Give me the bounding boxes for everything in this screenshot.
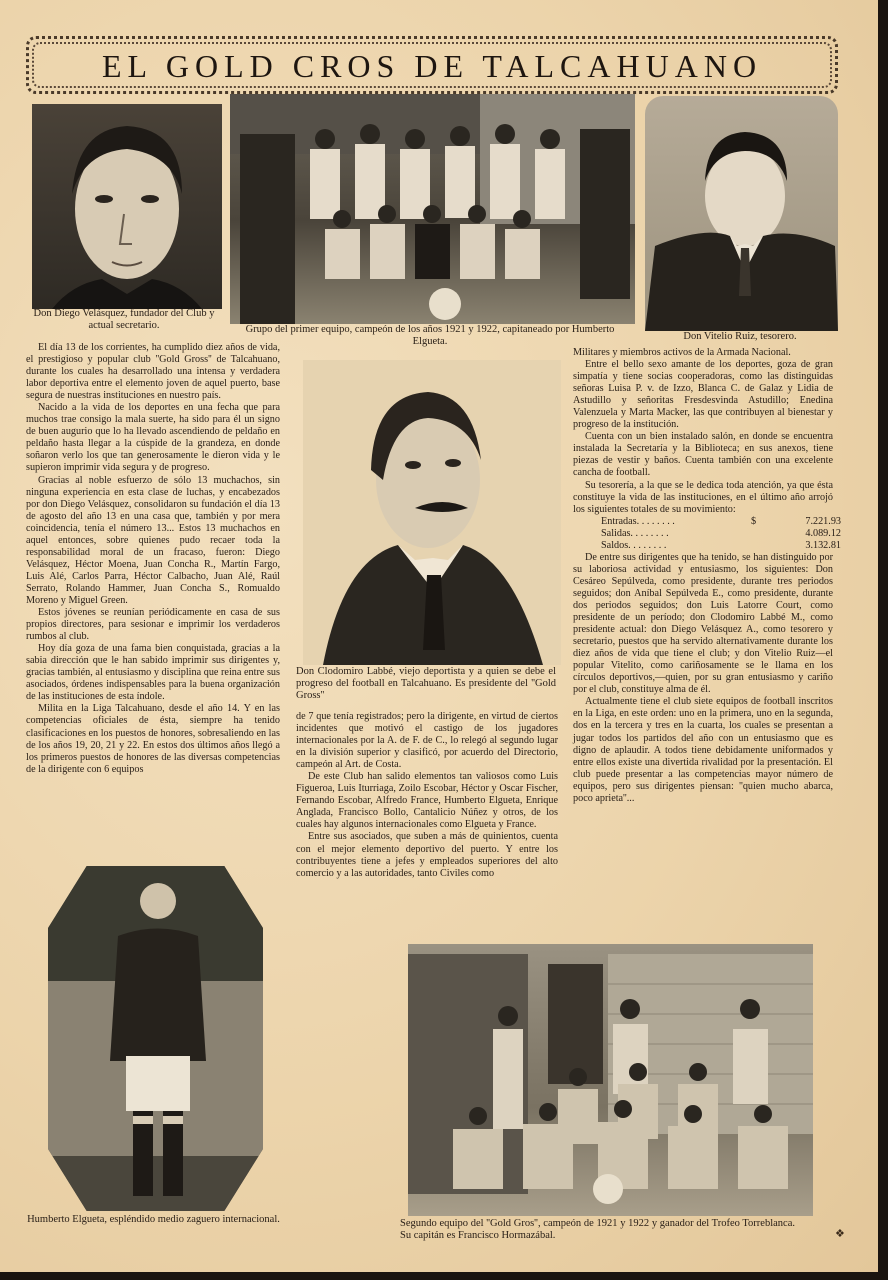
- photo-humberto-elgueta: [48, 866, 263, 1211]
- paragraph: Milita en la Liga Talcahuano, desde el año 14. Y en las competencias oficiales de ésta, siempre ha tenido clasificaciones en los puestos de honores, sobresaliendo en las de los años 19, 20, 21 y 22. En estos dos últimos años llegó a los primeros puestos de honores de las diversas competencias de la dirigente con 6 equipos: [26, 703, 280, 775]
- finance-label: Saldos. . . . . . . .: [601, 539, 667, 551]
- finance-currency: $: [751, 515, 757, 527]
- paragraph: Actualmente tiene el club siete equipos de football inscritos en la Liga, en este orden: uno en la primera, uno en la segunda, dos en la tercera y tres en la cuarta, los cuales se presentan a jugar todos los partidos del año con un entusiasmo que es digno de aplaudir. A todos tiene debidamente uniformados y entre ellos existe una divertida rivalidad por la presentación. El club puede presentar a las competencias mayor número de equipos, pero sus dirigentes piensan: ''quien mucho abarca, poco aprieta''...: [573, 696, 833, 804]
- team-illustration: [408, 944, 813, 1216]
- paragraph: De entre sus dirigentes que ha tenido, se han distinguido por su laboriosa actividad y entusiasmo, los siguientes: Don Cesáreo Sepúlveda, como presidente, durante tres periodos seguidos; don Aníbal Sepúlveda E., como presidente, durante dos periodos seguidos; don Luis Latorre Court, como presidente de un período; don Clodomiro Labbé M., como presidente actual: don Diego Velásquez A., como tesorero y secretario, puestos que ha servido alternativamente durante los diez años de vida que tiene el club; y don Vitelio Ruiz—el popular Vitelito, como cariñosamente se le llama en los círculos deportivos,—quien, por su gran entusiasmo y cariño por el club, constituye alma de él.: [573, 551, 833, 696]
- caption-second-team: Segundo equipo del ''Gold Gros'', campeón de 1921 y 1922 y ganador del Trofeo Torreblanca. Su capitán es Francisco Hormazábal.: [400, 1218, 795, 1241]
- article-column-1: [26, 342, 280, 776]
- portrait-illustration: [303, 360, 561, 665]
- finance-amount: 3.132.81: [805, 539, 841, 551]
- photo-first-team: [230, 94, 635, 324]
- paragraph: Estos jóvenes se reunían periódicamente en casa de sus propios directores, para sesionar e imprimir los verdaderos rumbos al club.: [26, 607, 280, 643]
- photo-vitelio-ruiz: [645, 96, 838, 331]
- paragraph: Gracias al noble esfuerzo de sólo 13 muchachos, sin ninguna experiencia en esta clase de luchas, y encabezados por don Diego Velásquez, consolidaron su fundación el día 13 de agosto del año 13 en una casa que, también y por mera coincidencia, tenía el número 13... Estos 13 muchachos en aquel entonces, sobre quienes pudo recaer toda la responsabilidad moral de un fracaso, fueron: Diego Velásquez, Héctor Moena, Juan Concha R., Martín Fargo, Luis Alé, Carlos Parra, Héctor Calbacho, Juan Alé, Raúl Serrato, Rolando Hammer, Juan Concha S., Romualdo Moreno y Miguel Green.: [26, 474, 280, 606]
- paragraph: De este Club han salido elementos tan valiosos como Luis Figueroa, Luis Iturriaga, Zoilo Escobar, Héctor y Oscar Fischer, Fernando Escobar, Alfredo France, Humberto Elgueta, Enrique Anglada, Francisco Bollo, Cantalicio Núñez y otros, de los cuales hay algunos internacionales como Elgueta y France.: [296, 771, 558, 831]
- finance-amount: 4.089.12: [805, 527, 841, 539]
- player-illustration: [48, 866, 263, 1211]
- photo-second-team: [408, 944, 813, 1216]
- paragraph: Cuenta con un bien instalado salón, en donde se encuentra instalada la Secretaría y la Biblioteca; en sus anexos, tiene piezas de vestir y baños. Cuenta también con una excelente cancha de football.: [573, 431, 833, 479]
- photo-diego-velasquez: [32, 104, 222, 309]
- portrait-illustration: [32, 104, 222, 309]
- paragraph: El día 13 de los corrientes, ha cumplido diez años de vida, el prestigioso y popular club ''Gold Gross'' de Talcahuano, durante los cuales ha desarrollado una intensa y verdadera labor deportiva entre el elemento joven de aquel puerto, base segura de nuestras instituciones en nuestro país.: [26, 342, 280, 402]
- caption-humberto: Humberto Elgueta, espléndido medio zaguero internacional.: [27, 1214, 280, 1225]
- finance-table: [601, 515, 841, 552]
- caption-vitelio: Don Vitelio Ruiz, tesorero.: [683, 331, 797, 342]
- caption-clodomiro: Don Clodomiro Labbé, viejo deportista y a quien se debe el progreso del football en Talcahuano. Es presidente del ''Gold Gross'': [296, 666, 556, 701]
- article-column-3: [573, 347, 841, 805]
- finance-currency: [751, 528, 771, 540]
- finance-amount: 7.221.93: [805, 515, 841, 527]
- paragraph: Entre el bello sexo amante de los deportes, goza de gran simpatía y tiene socias cooperadoras, como las distinguidas señoras Luisa P. v. de Izzo, Blanca C. de Galaz y Lidia de Astudillo y señoritas Fresdesvinda Astudillo; Enedina Valenzuela y Marta Macker, las que contribuyen al bienestar y progreso de la institución.: [573, 359, 833, 431]
- paragraph: Entre sus asociados, que suben a más de quinientos, cuenta con el mejor elemento deportivo del puerto. Y entre los contribuyentes tiene a jefes y empleados superiores del alto comercio y a las autoridades, tanto Civiles como: [296, 831, 558, 879]
- finance-label: Entradas. . . . . . . .: [601, 515, 675, 527]
- paragraph: Nacido a la vida de los deportes en una fecha que para muchos trae consigo la mala suerte, ha sido para él un signo de buen augurio que lo ha llevado ascendiendo de peldaño en peldaño hasta llegar a la cúspide de la grandeza, en donde soñaron verlo los que tan generosamente le dieron vida y le supieron imprimir vida segura y de progreso.: [26, 402, 280, 474]
- ornament-icon: ❖: [835, 1227, 845, 1240]
- paragraph: Militares y miembros activos de la Armada Nacional.: [573, 347, 791, 358]
- caption-first-team: Grupo del primer equipo, campeón de los años 1921 y 1922, capitaneado por Humberto Elgueta.: [245, 324, 615, 347]
- page-title: EL GOLD CROS DE TALCAHUANO: [101, 48, 763, 84]
- paragraph: Hoy día goza de una fama bien conquistada, gracias a la sabia dirección que le han sabido imprimir sus dirigentes y, gracias también, al entusiasmo y disciplina que reina entre sus asociados, órdenes indispensables para la buena organización de las instituciones de esta índole.: [26, 643, 280, 703]
- portrait-illustration: [645, 96, 838, 331]
- photo-clodomiro-labbe: [303, 360, 561, 665]
- title-frame: [26, 36, 838, 94]
- finance-currency: [751, 540, 771, 552]
- paragraph: de 7 que tenía registrados; pero la dirigente, en virtud de ciertos incidentes que motivó el castigo de los jugadores internacionales por la A. de F. de C., lo relegó al segundo lugar en la división superior y clasificó, por acuerdo del Directorio, campeón al Art. de Costa.: [296, 711, 558, 771]
- paragraph: Su tesorería, a la que se le dedica toda atención, ya que ésta constituye la vida de las instituciones, en el último año arrojó los siguientes totales de su movimiento:: [573, 479, 833, 515]
- team-illustration: [230, 94, 635, 324]
- article-column-2: [296, 711, 558, 880]
- caption-diego: Don Diego Velásquez, fundador del Club y actual secretario.: [33, 308, 215, 331]
- finance-label: Salidas. . . . . . . .: [601, 527, 669, 539]
